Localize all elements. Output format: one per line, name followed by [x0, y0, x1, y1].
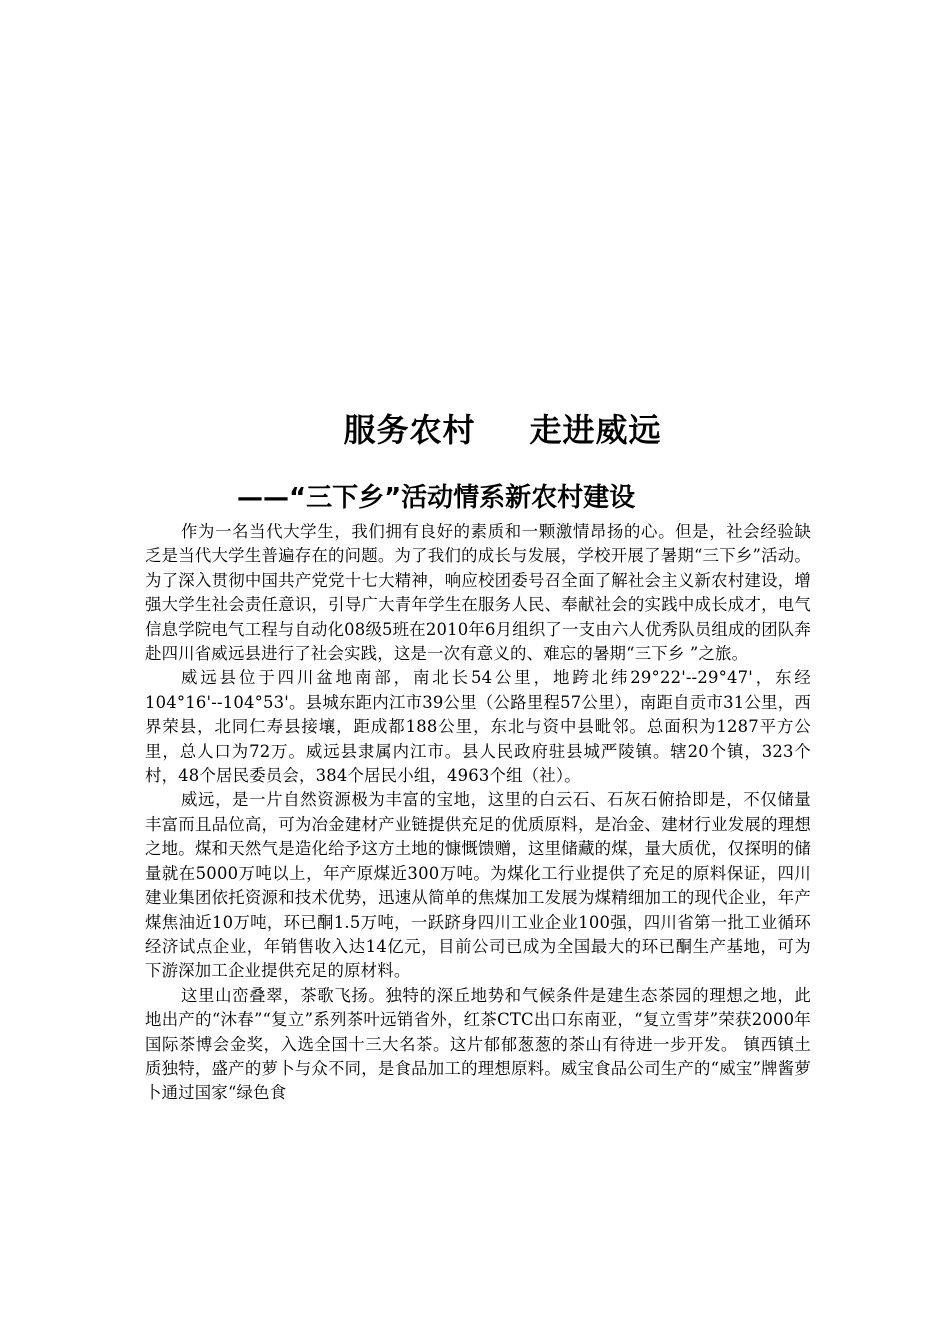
- paragraph-resources: 威远，是一片自然资源极为丰富的宝地，这里的白云石、石灰石俯拾即是，不仅储量丰富而且品位高，可为冶金建材产业链提供充足的优质原料，是冶金、建材行业发展的理想之地。煤和天然气是造化给予这方土地的慷慨馈赠，这里储藏的煤，量大质优，仅探明的储量就在5000万吨以上，年产原煤近300万吨。为煤化工行业提供了充足的原料保证，四川建业集团依托资源和技术优势，迅速从简单的焦煤加工发展为煤精细加工的现代企业，年产煤焦油近10万吨，环已酮1.5万吨，一跃跻身四川工业企业100强，四川省第一批工业循环经济试点企业，年销售收入达14亿元，目前公司已成为全国最大的环已酮生产基地，可为下游深加工企业提供充足的原材料。: [145, 790, 811, 981]
- body-text: [145, 520, 811, 1106]
- paragraph-tea: 这里山峦叠翠，茶歌飞扬。独特的深丘地势和气候条件是建生态茶园的理想之地，此地出产的“沐春”“复立”系列茶叶远销省外，红茶CTC出口东南亚，“复立雪芽”荣获2000年国际茶博会金奖，入选全国十三大名茶。这片郁郁葱葱的茶山有待进一步开发。 镇西镇土质独特，盛产的萝卜与众不同，是食品加工的理想原料。威宝食品公司生产的“威宝”牌酱萝卜通过国家“绿色食: [145, 985, 811, 1103]
- page-subtitle: ——“三下乡”活动情系新农村建设: [237, 483, 636, 513]
- title-right: 走进威远: [529, 411, 662, 449]
- paragraph-geography: 威远县位于四川盆地南部，南北长54公里，地跨北纬29°22'--29°47'，东经104°16'--104°53'。县城东距内江市39公里（公路里程57公里），南距自贡市31公里，西界荣县，北同仁寿县接壤，距成都188公里，东北与资中县毗邻。总面积为1287平方公里，总人口为72万。威远县隶属内江市。县人民政府驻县城严陵镇。辖20个镇，323个村，48个居民委员会，384个居民小组，4963个组（社）。: [145, 668, 811, 786]
- page-title: [0, 402, 950, 458]
- paragraph-intro: 作为一名当代大学生，我们拥有良好的素质和一颗激情昂扬的心。但是，社会经验缺乏是当代大学生普遍存在的问题。为了我们的成长与发展，学校开展了暑期“三下乡”活动。为了深入贯彻中国共产党党十七大精神，响应校团委号召全面了解社会主义新农村建设，增强大学生社会责任意识，引导广大青年学生在服务人民、奉献社会的实践中成长成才，电气信息学院电气工程与自动化08级5班在2010年6月组织了一支由六人优秀队员组成的团队奔赴四川省威远县进行了社会实践，这是一次有意义的、难忘的暑期“三下乡 ”之旅。: [145, 522, 811, 664]
- title-left: 服务农村: [343, 411, 476, 449]
